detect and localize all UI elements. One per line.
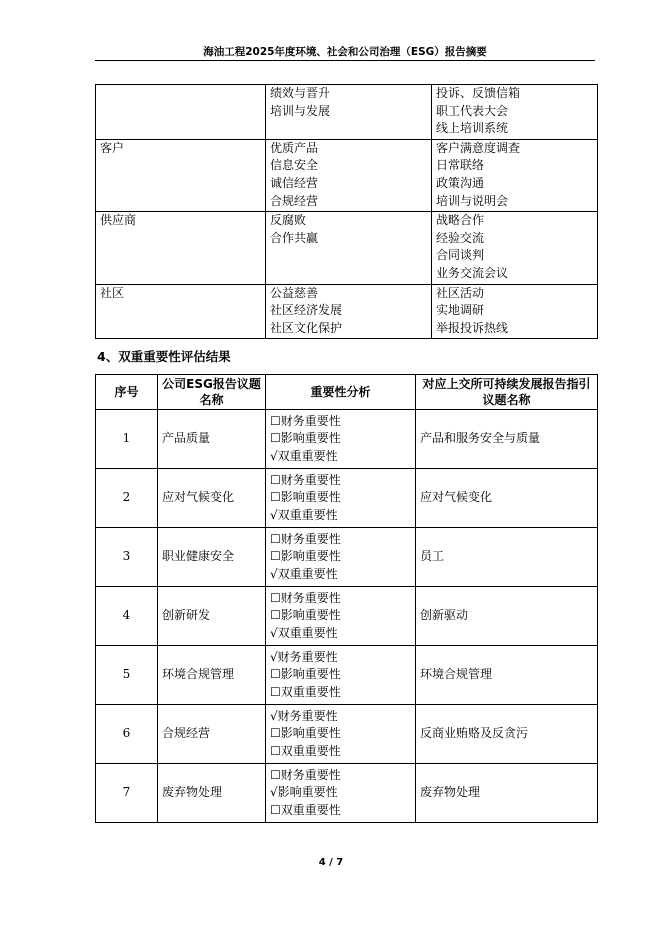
- row-sse-topic: 废弃物处理: [416, 764, 598, 823]
- group-label: 客户: [100, 140, 125, 155]
- option-label: 影响重要性: [280, 549, 341, 564]
- materiality-table: [95, 374, 598, 823]
- analysis-option: [270, 507, 411, 525]
- concern-item: 反腐败: [270, 213, 307, 228]
- stakeholder-concerns: [266, 85, 432, 140]
- header-topic: 公司ESG报告议题名称: [158, 375, 266, 410]
- checkmark-icon: √: [270, 708, 278, 723]
- analysis-option: [270, 413, 411, 431]
- materiality-row: [96, 646, 598, 705]
- channel-item: 培训与说明会: [436, 193, 509, 208]
- materiality-row: [96, 528, 598, 587]
- channel-item: 战略合作: [436, 213, 485, 228]
- empty-checkbox-icon: ☐: [270, 531, 281, 546]
- channel-item: 经验交流: [436, 230, 485, 245]
- row-topic: 应对气候变化: [158, 469, 266, 528]
- stakeholder-group: [96, 212, 266, 284]
- option-label: 影响重要性: [280, 431, 341, 446]
- option-label: 双重重要性: [277, 566, 338, 581]
- row-sse-topic: 应对气候变化: [416, 469, 598, 528]
- option-label: 影响重要性: [280, 726, 341, 741]
- channel-item: 合同谈判: [436, 248, 485, 263]
- stakeholder-group: [96, 284, 266, 339]
- concern-item: 公益慈善: [270, 285, 319, 300]
- row-seq: 7: [96, 764, 158, 823]
- concern-item: 培训与发展: [270, 103, 331, 118]
- page-number: 4 / 7: [318, 857, 344, 868]
- section-title: 4、双重重要性评估结果: [97, 349, 231, 364]
- stakeholder-channels: [432, 212, 598, 284]
- analysis-option: [270, 531, 411, 549]
- row-seq: 6: [96, 705, 158, 764]
- empty-checkbox-icon: ☐: [270, 726, 281, 741]
- page-header: 海油工程2025年度环境、社会和公司治理（ESG）报告摘要: [203, 46, 487, 58]
- analysis-option: [270, 590, 411, 608]
- checkmark-icon: √: [270, 625, 278, 640]
- option-label: 双重重要性: [280, 684, 341, 699]
- checkmark-icon: √: [270, 507, 278, 522]
- channel-item: 日常联络: [436, 158, 485, 173]
- option-label: 双重重要性: [277, 625, 338, 640]
- row-seq: 3: [96, 528, 158, 587]
- option-label: 财务重要性: [280, 531, 341, 546]
- row-analysis: [266, 410, 416, 469]
- row-topic: 环境合规管理: [158, 646, 266, 705]
- analysis-option: [270, 649, 411, 667]
- channel-item: 举报投诉热线: [436, 320, 509, 335]
- analysis-option: [270, 548, 411, 566]
- concern-item: 信息安全: [270, 158, 319, 173]
- materiality-row: [96, 410, 598, 469]
- stakeholder-concerns: [266, 212, 432, 284]
- option-label: 财务重要性: [277, 708, 338, 723]
- row-topic: 废弃物处理: [158, 764, 266, 823]
- header-rule: [95, 60, 595, 61]
- row-seq: 2: [96, 469, 158, 528]
- stakeholder-row: [96, 85, 598, 140]
- materiality-row: [96, 764, 598, 823]
- stakeholder-group: [96, 139, 266, 211]
- analysis-option: [270, 767, 411, 785]
- checkmark-icon: √: [270, 785, 278, 800]
- empty-checkbox-icon: ☐: [270, 667, 281, 682]
- empty-checkbox-icon: ☐: [270, 472, 281, 487]
- empty-checkbox-icon: ☐: [270, 684, 281, 699]
- row-topic: 合规经营: [158, 705, 266, 764]
- row-analysis: [266, 528, 416, 587]
- row-analysis: [266, 705, 416, 764]
- empty-checkbox-icon: ☐: [270, 590, 281, 605]
- row-topic: 职业健康安全: [158, 528, 266, 587]
- analysis-option: [270, 684, 411, 702]
- concern-item: 合作共赢: [270, 230, 319, 245]
- row-topic: 创新研发: [158, 587, 266, 646]
- checkmark-icon: √: [270, 566, 278, 581]
- option-label: 影响重要性: [277, 785, 338, 800]
- empty-checkbox-icon: ☐: [270, 743, 281, 758]
- header-seq: 序号: [96, 375, 158, 410]
- checkmark-icon: √: [270, 448, 278, 463]
- analysis-option: [270, 607, 411, 625]
- analysis-option: [270, 743, 411, 761]
- channel-item: 投诉、反馈信箱: [436, 86, 521, 100]
- analysis-option: [270, 472, 411, 490]
- row-analysis: [266, 469, 416, 528]
- channel-item: 线上培训系统: [436, 121, 509, 136]
- empty-checkbox-icon: ☐: [270, 413, 281, 428]
- row-analysis: [266, 764, 416, 823]
- option-label: 财务重要性: [280, 590, 341, 605]
- empty-checkbox-icon: ☐: [270, 767, 281, 782]
- stakeholder-concerns: [266, 284, 432, 339]
- empty-checkbox-icon: ☐: [270, 802, 281, 817]
- stakeholder-row: [96, 139, 598, 211]
- concern-item: 社区文化保护: [270, 320, 343, 335]
- row-sse-topic: 反商业贿赂及反贪污: [416, 705, 598, 764]
- row-seq: 5: [96, 646, 158, 705]
- row-sse-topic: 产品和服务安全与质量: [416, 410, 598, 469]
- group-label: 社区: [100, 285, 125, 300]
- group-label: 供应商: [100, 213, 137, 228]
- empty-checkbox-icon: ☐: [270, 431, 281, 446]
- analysis-option: [270, 489, 411, 507]
- analysis-option: [270, 625, 411, 643]
- row-sse-topic: 员工: [416, 528, 598, 587]
- option-label: 财务重要性: [277, 649, 338, 664]
- row-analysis: [266, 646, 416, 705]
- stakeholder-group: [96, 85, 266, 140]
- empty-checkbox-icon: ☐: [270, 549, 281, 564]
- channel-item: 社区活动: [436, 285, 485, 300]
- row-topic: 产品质量: [158, 410, 266, 469]
- analysis-option: [270, 708, 411, 726]
- analysis-option: [270, 448, 411, 466]
- stakeholder-channels: [432, 85, 598, 140]
- empty-checkbox-icon: ☐: [270, 490, 281, 505]
- row-seq: 1: [96, 410, 158, 469]
- channel-item: 实地调研: [436, 303, 485, 318]
- stakeholder-row: [96, 212, 598, 284]
- materiality-row: [96, 705, 598, 764]
- concern-item: 优质产品: [270, 140, 319, 155]
- option-label: 影响重要性: [280, 667, 341, 682]
- row-sse-topic: 环境合规管理: [416, 646, 598, 705]
- channel-item: 业务交流会议: [436, 265, 509, 280]
- option-label: 影响重要性: [280, 490, 341, 505]
- materiality-row: [96, 469, 598, 528]
- option-label: 双重重要性: [280, 743, 341, 758]
- checkmark-icon: √: [270, 649, 278, 664]
- option-label: 财务重要性: [280, 767, 341, 782]
- analysis-option: [270, 802, 411, 820]
- stakeholder-concerns: [266, 139, 432, 211]
- analysis-option: [270, 566, 411, 584]
- row-sse-topic: 创新驱动: [416, 587, 598, 646]
- stakeholder-channels: [432, 284, 598, 339]
- option-label: 财务重要性: [280, 472, 341, 487]
- option-label: 双重重要性: [280, 802, 341, 817]
- materiality-row: [96, 587, 598, 646]
- analysis-option: [270, 666, 411, 684]
- concern-item: 诚信经营: [270, 175, 319, 190]
- channel-item: 客户满意度调查: [436, 140, 521, 155]
- option-label: 财务重要性: [280, 413, 341, 428]
- channel-item: 政策沟通: [436, 175, 485, 190]
- analysis-option: [270, 784, 411, 802]
- concern-item: 合规经营: [270, 193, 319, 208]
- header-analysis: 重要性分析: [266, 375, 416, 410]
- row-seq: 4: [96, 587, 158, 646]
- analysis-option: [270, 725, 411, 743]
- stakeholder-row: [96, 284, 598, 339]
- stakeholder-channels: [432, 139, 598, 211]
- empty-checkbox-icon: ☐: [270, 608, 281, 623]
- option-label: 双重重要性: [277, 448, 338, 463]
- concern-item: 社区经济发展: [270, 303, 343, 318]
- header-sse-topic: 对应上交所可持续发展报告指引议题名称: [416, 375, 598, 410]
- concern-item: 绩效与晋升: [270, 86, 331, 100]
- option-label: 双重重要性: [277, 507, 338, 522]
- channel-item: 职工代表大会: [436, 103, 509, 118]
- stakeholder-table: [95, 84, 598, 339]
- materiality-header-row: [96, 375, 598, 410]
- row-analysis: [266, 587, 416, 646]
- option-label: 影响重要性: [280, 608, 341, 623]
- analysis-option: [270, 430, 411, 448]
